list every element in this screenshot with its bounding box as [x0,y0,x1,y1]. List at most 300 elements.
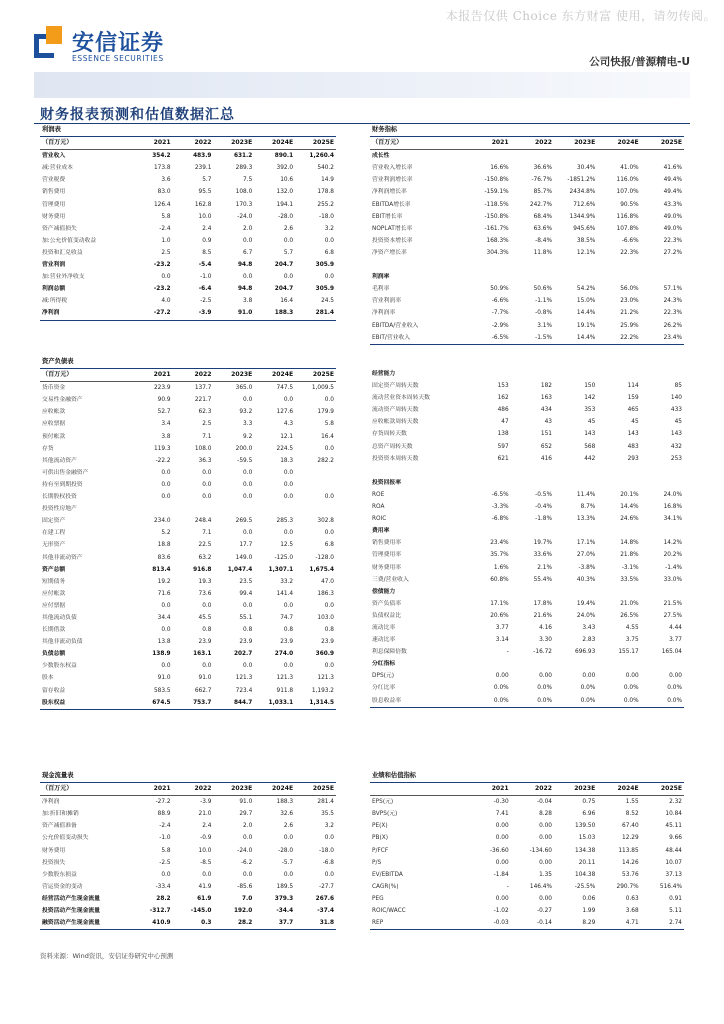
table-cell: 0.3 [173,917,214,930]
table-cell: 0.0 [243,871,253,878]
table-cell: 3.3 [243,421,253,428]
table-cell: 22.3% [663,310,682,317]
table-cell: 37.13 [665,871,682,878]
table-cell: 0.0 [283,469,294,476]
table-cell: 0.0 [283,530,294,537]
row-label: 毛利率 [372,286,390,293]
table-cell: -18.0 [319,847,334,854]
table-cell: -128.0 [315,554,334,561]
table-cell: 27.5% [663,612,682,619]
table-cell: 8.7% [580,504,596,511]
table-cell: -3.1% [621,564,639,571]
table-row [370,796,684,809]
table-cell: -1.8% [535,516,552,523]
column-header: 2024E [254,369,295,382]
table-cell: -6.6% [621,237,639,244]
table-row [40,612,336,624]
table-cell: 255.2 [317,201,334,208]
operating-ratios-table [370,368,684,708]
row-label: 预付帐款 [42,433,66,440]
table-cell: 71.6 [157,590,171,597]
table-cell: 379.3 [274,895,294,902]
row-label: EBIT/营业收入 [370,332,467,345]
table-cell: 55.4% [533,576,552,583]
table-cell: 186.3 [317,590,334,597]
table-cell: 1,009.5 [311,385,334,392]
table-cell: -34.4 [276,908,294,915]
table-cell: 1.6% [493,564,509,571]
table-cell: 0.00 [539,895,552,902]
table-cell: 434 [540,407,552,414]
table-cell [511,477,554,489]
table-row [370,441,684,453]
table-cell: 12.1 [280,433,294,440]
row-label: ROIC [372,516,387,523]
column-header: 2023E [554,783,597,796]
table-cell: 0.0 [283,663,294,670]
table-cell: 1,033.1 [254,697,295,710]
column-header: 2023E [213,137,254,150]
table-cell: 27.2% [663,249,682,256]
table-cell: 0.0% [511,695,554,708]
table-cell: 178.8 [317,189,334,196]
table-cell: -18.0 [319,213,334,220]
table-cell: 45 [587,419,596,426]
table-cell: 0.0% [554,695,597,708]
row-label: 投资和汇兑收益 [42,249,83,256]
table-cell: 10.0 [198,213,212,220]
table-cell: 107.0% [616,189,639,196]
table-cell: 8.28 [539,811,552,818]
table-cell: 3.6 [161,177,171,184]
table-cell [467,368,510,380]
table-row [40,283,336,295]
table-cell: 0.0 [202,494,212,501]
table-caption-row [40,770,336,783]
table-cell: 365.0 [235,385,253,392]
table-cell: 188.3 [254,307,295,320]
table-row [370,820,684,832]
table-cell [641,586,684,598]
row-label: 总资产周转天数 [372,443,413,450]
table-cell: -2.4 [159,225,171,232]
table-cell: -7.7% [491,310,509,317]
column-header: 2024E [254,783,295,796]
table-cell: 6.7 [243,249,253,256]
table-row [370,525,684,537]
table-row [40,455,336,467]
table-cell: -27.2 [155,799,171,806]
table-cell: 10.0 [198,847,212,854]
table-cell [641,525,684,537]
table-cell: 0.8 [243,627,253,634]
table-cell: 24.6% [620,516,639,523]
table-cell: -3.9 [173,307,214,320]
table-row [370,211,684,223]
table-cell: 194.1 [276,201,294,208]
table-row [370,307,684,319]
table-row [40,467,336,479]
table-row [40,796,336,809]
table-cell: 22.5 [198,542,212,549]
table-cell: 22.3% [663,237,682,244]
table-cell: 10.84 [665,811,682,818]
table-cell [597,586,640,598]
table-cell: -6.4 [198,286,212,293]
table-cell: 23.9 [280,639,294,646]
row-label: 管理费用 [42,201,66,208]
table-cell: 239.1 [194,165,212,172]
table-cell: 1.35 [539,871,552,878]
table-row [40,917,336,930]
table-cell: 0.00 [495,673,509,680]
table-cell: 0.0 [324,274,334,281]
source-note: 资料来源：Wind资讯，安信证券研究中心预测 [40,952,174,960]
row-label: 经营活动产生现金流量 [42,895,100,902]
table-cell: 2.6 [283,225,294,232]
table-cell [467,465,510,477]
table-cell: 30.4% [576,165,596,172]
table-cell: 0.0 [324,494,334,501]
table-cell: 114 [627,383,639,390]
table-row [370,513,684,525]
table-cell: -0.04 [536,799,552,806]
table-cell: 47.0 [321,578,334,585]
table-cell: 0.0% [580,685,596,692]
table-row [40,307,336,320]
table-cell [511,150,554,163]
row-label: 投资资本周转天数 [372,455,419,462]
table-row [370,893,684,905]
table-cell: 90.5% [620,201,639,208]
table-cell: 36.3 [198,457,212,464]
table-cell: 0.00 [495,835,509,842]
table-cell: 0.0 [324,237,334,244]
row-label: 持有至到期投资 [42,481,83,488]
table-cell: 0.0 [161,627,171,634]
table-cell: 3.8 [161,433,171,440]
table-cell: 17.7 [239,542,253,549]
table-row [370,247,684,259]
table-cell: 10.07 [665,859,682,866]
table-cell: 7.41 [495,811,509,818]
table-cell: -1.5% [511,332,554,345]
table-cell: 132.0 [276,189,294,196]
table-cell: 8.5 [202,249,212,256]
table-row [370,199,684,211]
row-label: 财务费用率 [372,564,401,571]
table-cell: -0.5% [535,491,552,498]
table-row [40,431,336,443]
table-cell: 10.6 [280,177,294,184]
row-label: DPS(元) [372,673,394,680]
table-cell [467,658,510,670]
column-header: 2025E [641,783,684,796]
table-cell: -23.2 [153,286,171,293]
row-label: 营业利润 [42,262,66,269]
table-cell: 696.93 [575,649,596,656]
table-cell: -1.02 [493,908,509,915]
brand-name-cn: 安信证券 [72,31,165,56]
brand-logo [34,26,174,66]
table-cell: -25.5% [574,883,596,890]
row-label: 流动营业资本周转天数 [372,395,430,402]
table-cell: 24.3% [663,298,682,305]
table-cell: 68.4% [533,213,552,220]
table-cell: 24.0% [663,491,682,498]
table-row [40,820,336,832]
row-label: 净利润 [40,307,132,320]
table-cell: 0.0 [202,871,212,878]
row-label: 流动资产周转天数 [372,407,419,414]
table-row [40,406,336,418]
table-cell: 93.2 [239,409,253,416]
table-cell [641,465,684,477]
table-cell: 221.7 [194,397,212,404]
table-cell [597,271,640,283]
table-cell: 753.7 [173,697,214,710]
row-label: EBIT增长率 [372,213,403,220]
row-label: 资产总额 [42,566,66,573]
row-label: 固定资产周转天数 [372,383,419,390]
table-cell: 4.3 [283,421,294,428]
table-cell: 0.0 [243,397,253,404]
table-cell: 12.1% [576,249,596,256]
row-label: 净利润增长率 [372,189,407,196]
column-header: 2024E [597,783,640,796]
table-cell: 33.6% [533,552,552,559]
table-row [40,223,336,235]
table-cell: -1.1% [535,298,552,305]
table-cell: 173.8 [153,165,171,172]
table-row [40,394,336,406]
table-cell: 142 [584,395,596,402]
table-cell: 5.8 [324,421,334,428]
table-cell: 3.4 [161,421,171,428]
table-cell: -5.4 [198,262,212,269]
table-cell: - [506,883,509,890]
table-cell: 103.0 [317,614,334,621]
column-header: （百万元） [40,783,132,796]
column-header: 2024E [597,137,640,150]
table-cell: 108.0 [194,445,212,452]
row-label: 流动比率 [372,624,396,631]
table-cell: 121.3 [276,675,294,682]
table-cell: 1,314.5 [295,697,336,710]
table-cell [554,477,597,489]
table-cell: -6.2 [240,859,253,866]
table-cell: 281.4 [295,307,336,320]
row-label: 利息保障倍数 [372,649,407,656]
table-cell: -125.0 [274,554,294,561]
table-cell: 43 [544,419,552,426]
row-label: 营业税费 [42,177,66,184]
table-cell [597,259,640,271]
table-cell [641,150,684,163]
table-row [370,634,684,646]
table-cell [641,368,684,380]
table-cell: 2.6 [283,823,294,830]
table-cell: 31.8 [295,917,336,930]
table-cell: 945.6% [573,225,596,232]
table-cell: 0.00 [495,859,509,866]
table-cell: 234.0 [153,518,171,525]
table-cell: 127.6 [276,409,294,416]
table-cell: 0.0 [243,274,253,281]
table-cell: -2.5 [159,859,171,866]
table-row [370,574,684,586]
table-cell: 0.8 [324,627,334,634]
table-cell: 4.71 [597,917,640,930]
table-cell: 22.3% [620,249,639,256]
table-cell: 1.55 [625,799,639,806]
table-row [370,465,684,477]
table-cell: 33.0% [663,576,682,583]
table-cell: 54.2% [576,286,596,293]
column-header: 2023E [213,783,254,796]
table-cell [295,479,336,491]
table-cell: 119.3 [153,445,171,452]
table-caption-row [370,124,684,137]
row-label [370,259,467,271]
table-cell [641,658,684,670]
table-cell: 9.2 [243,433,253,440]
table-cell: 14.4% [576,310,596,317]
table-cell: 353 [584,407,596,414]
table-cell: 1,307.1 [268,566,294,573]
table-cell: 48.44 [665,847,682,854]
table-row [370,646,684,658]
table-cell: 108.0 [235,189,253,196]
table-cell: 0.0 [161,469,171,476]
row-label: 资产减值损失 [42,225,77,232]
table-cell: 12.5 [280,542,294,549]
table-row [40,857,336,869]
table-row [40,685,336,697]
table-cell: 2.0 [243,823,253,830]
row-label: 营业收入 [42,153,66,160]
table-cell: 916.8 [193,566,212,573]
row-label: 融资活动产生现金流量 [40,917,132,930]
table-cell [467,525,510,537]
table-cell: 204.7 [274,286,294,293]
table-cell: 85 [674,383,682,390]
table-cell: 253 [670,455,682,462]
table-cell: 189.5 [276,883,294,890]
table-cell: 4.16 [539,624,552,631]
table-row [370,610,684,622]
table-cell: 568 [584,443,596,450]
row-label: 利润总额 [42,286,66,293]
table-cell: 11.4% [576,491,596,498]
table-cell: 18.8 [157,542,171,549]
row-label: 股东权益 [40,697,132,710]
row-label: 财务费用 [42,213,66,220]
row-label: 负债权益比 [372,612,401,619]
table-row [370,295,684,307]
table-cell: 2434.8% [569,189,596,196]
table-cell: 16.6% [490,165,509,172]
table-cell: 25.9% [620,322,639,329]
row-label: 投资性房地产 [42,506,77,513]
row-label: EV/EBITDA [372,871,403,878]
table-header-row [370,783,684,796]
table-cell: 0.0 [243,469,253,476]
table-cell: 149.0 [235,554,253,561]
table-cell: 0.0 [243,494,253,501]
table-cell: 410.9 [132,917,173,930]
table-cell: 2.4 [202,225,212,232]
table-cell: 3.2 [324,225,334,232]
table-cell: 23.9 [198,639,212,646]
table-row [40,539,336,551]
table-cell: 0.0 [283,274,294,281]
table-cell: 0.0 [283,397,294,404]
row-label: 股息收益率 [370,695,467,708]
table-cell: -3.8% [578,564,596,571]
table-cell: 0.0 [243,237,253,244]
row-label: P/FCF [372,847,389,854]
table-cell [597,525,640,537]
table-cell: 712.6% [573,201,596,208]
table-row [40,869,336,881]
table-cell: 16.4 [280,298,294,305]
row-label: 经营能力 [372,371,396,377]
table-cell: 19.3 [198,578,212,585]
table-cell: 19.2 [157,578,171,585]
table-cell: 5.2 [161,530,171,537]
table-cell: 16.8% [663,504,682,511]
row-label: 投资资本增长率 [372,237,413,244]
table-cell: 0.00 [669,673,682,680]
table-cell: 304.3% [486,249,509,256]
table-row [40,491,336,503]
table-cell: 73.6 [198,590,212,597]
table-cell [295,467,336,479]
table-cell: 7.1 [202,530,212,537]
table-row [370,271,684,283]
table-row [370,380,684,392]
table-row [370,392,684,404]
table-cell: 121.3 [235,675,253,682]
table-cell: -145.0 [190,908,212,915]
table-cell: -8.4% [535,237,552,244]
table-cell [132,503,173,515]
table-cell: 18.3 [280,457,294,464]
column-header: 2022 [173,137,214,150]
row-label: ROE [372,491,385,498]
table-cell: 465 [627,407,639,414]
table-row [370,857,684,869]
table-row [370,549,684,561]
table-cell: 13.8 [157,639,171,646]
table-cell: -0.9 [200,835,212,842]
table-cell: -85.6 [237,883,253,890]
table-cell: -8.5 [200,859,212,866]
table-cell: 0.0 [161,602,171,609]
table-cell: 0.91 [669,895,682,902]
table-cell: 5.7 [283,249,294,256]
table-row [40,905,336,917]
table-cell: 21.8% [620,552,639,559]
table-cell: 0.00 [539,859,552,866]
row-label: 财务费用 [42,847,66,854]
table-cell: 0.00 [539,673,552,680]
table-row [370,917,684,930]
table-cell: 486 [497,407,509,414]
column-header: 2025E [295,783,336,796]
table-row [40,845,336,857]
